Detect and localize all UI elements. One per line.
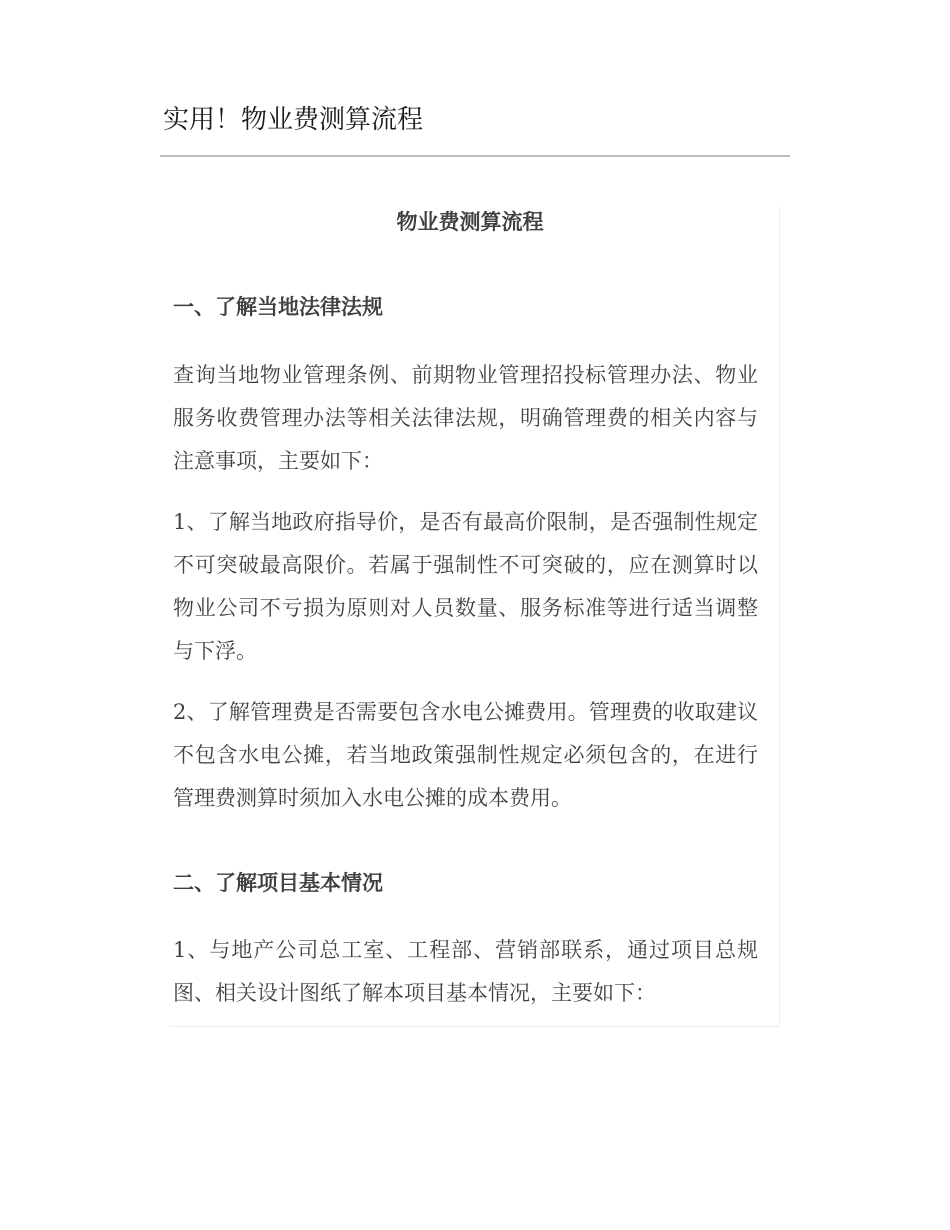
page-title: 实用！物业费测算流程	[163, 105, 424, 135]
article-title: 物业费测算流程	[396, 209, 544, 234]
paragraph-intro: 查询当地物业管理条例、前期物业管理招投标管理办法、物业服务收费管理办法等相关法律法规，明确管理费的相关内容与注意事项，主要如下：	[173, 363, 758, 473]
article-body	[170, 207, 780, 1027]
section-heading-1: 一、了解当地法律法规	[173, 294, 383, 319]
title-divider	[160, 155, 790, 157]
paragraph-item-2: 2、了解管理费是否需要包含水电公摊费用。管理费的收取建议不包含水电公摊，若当地政策强制性规定必须包含的，在进行管理费测算时须加入水电公摊的成本费用。	[173, 700, 758, 810]
paragraph-section2-item-1: 1、与地产公司总工室、工程部、营销部联系，通过项目总规图、相关设计图纸了解本项目基本情况，主要如下：	[173, 938, 758, 1005]
section-heading-2: 二、了解项目基本情况	[173, 870, 383, 895]
paragraph-item-1: 1、了解当地政府指导价，是否有最高价限制，是否强制性规定不可突破最高限价。若属于强制性不可突破的，应在测算时以物业公司不亏损为原则对人员数量、服务标准等进行适当调整与下浮。	[173, 510, 758, 663]
